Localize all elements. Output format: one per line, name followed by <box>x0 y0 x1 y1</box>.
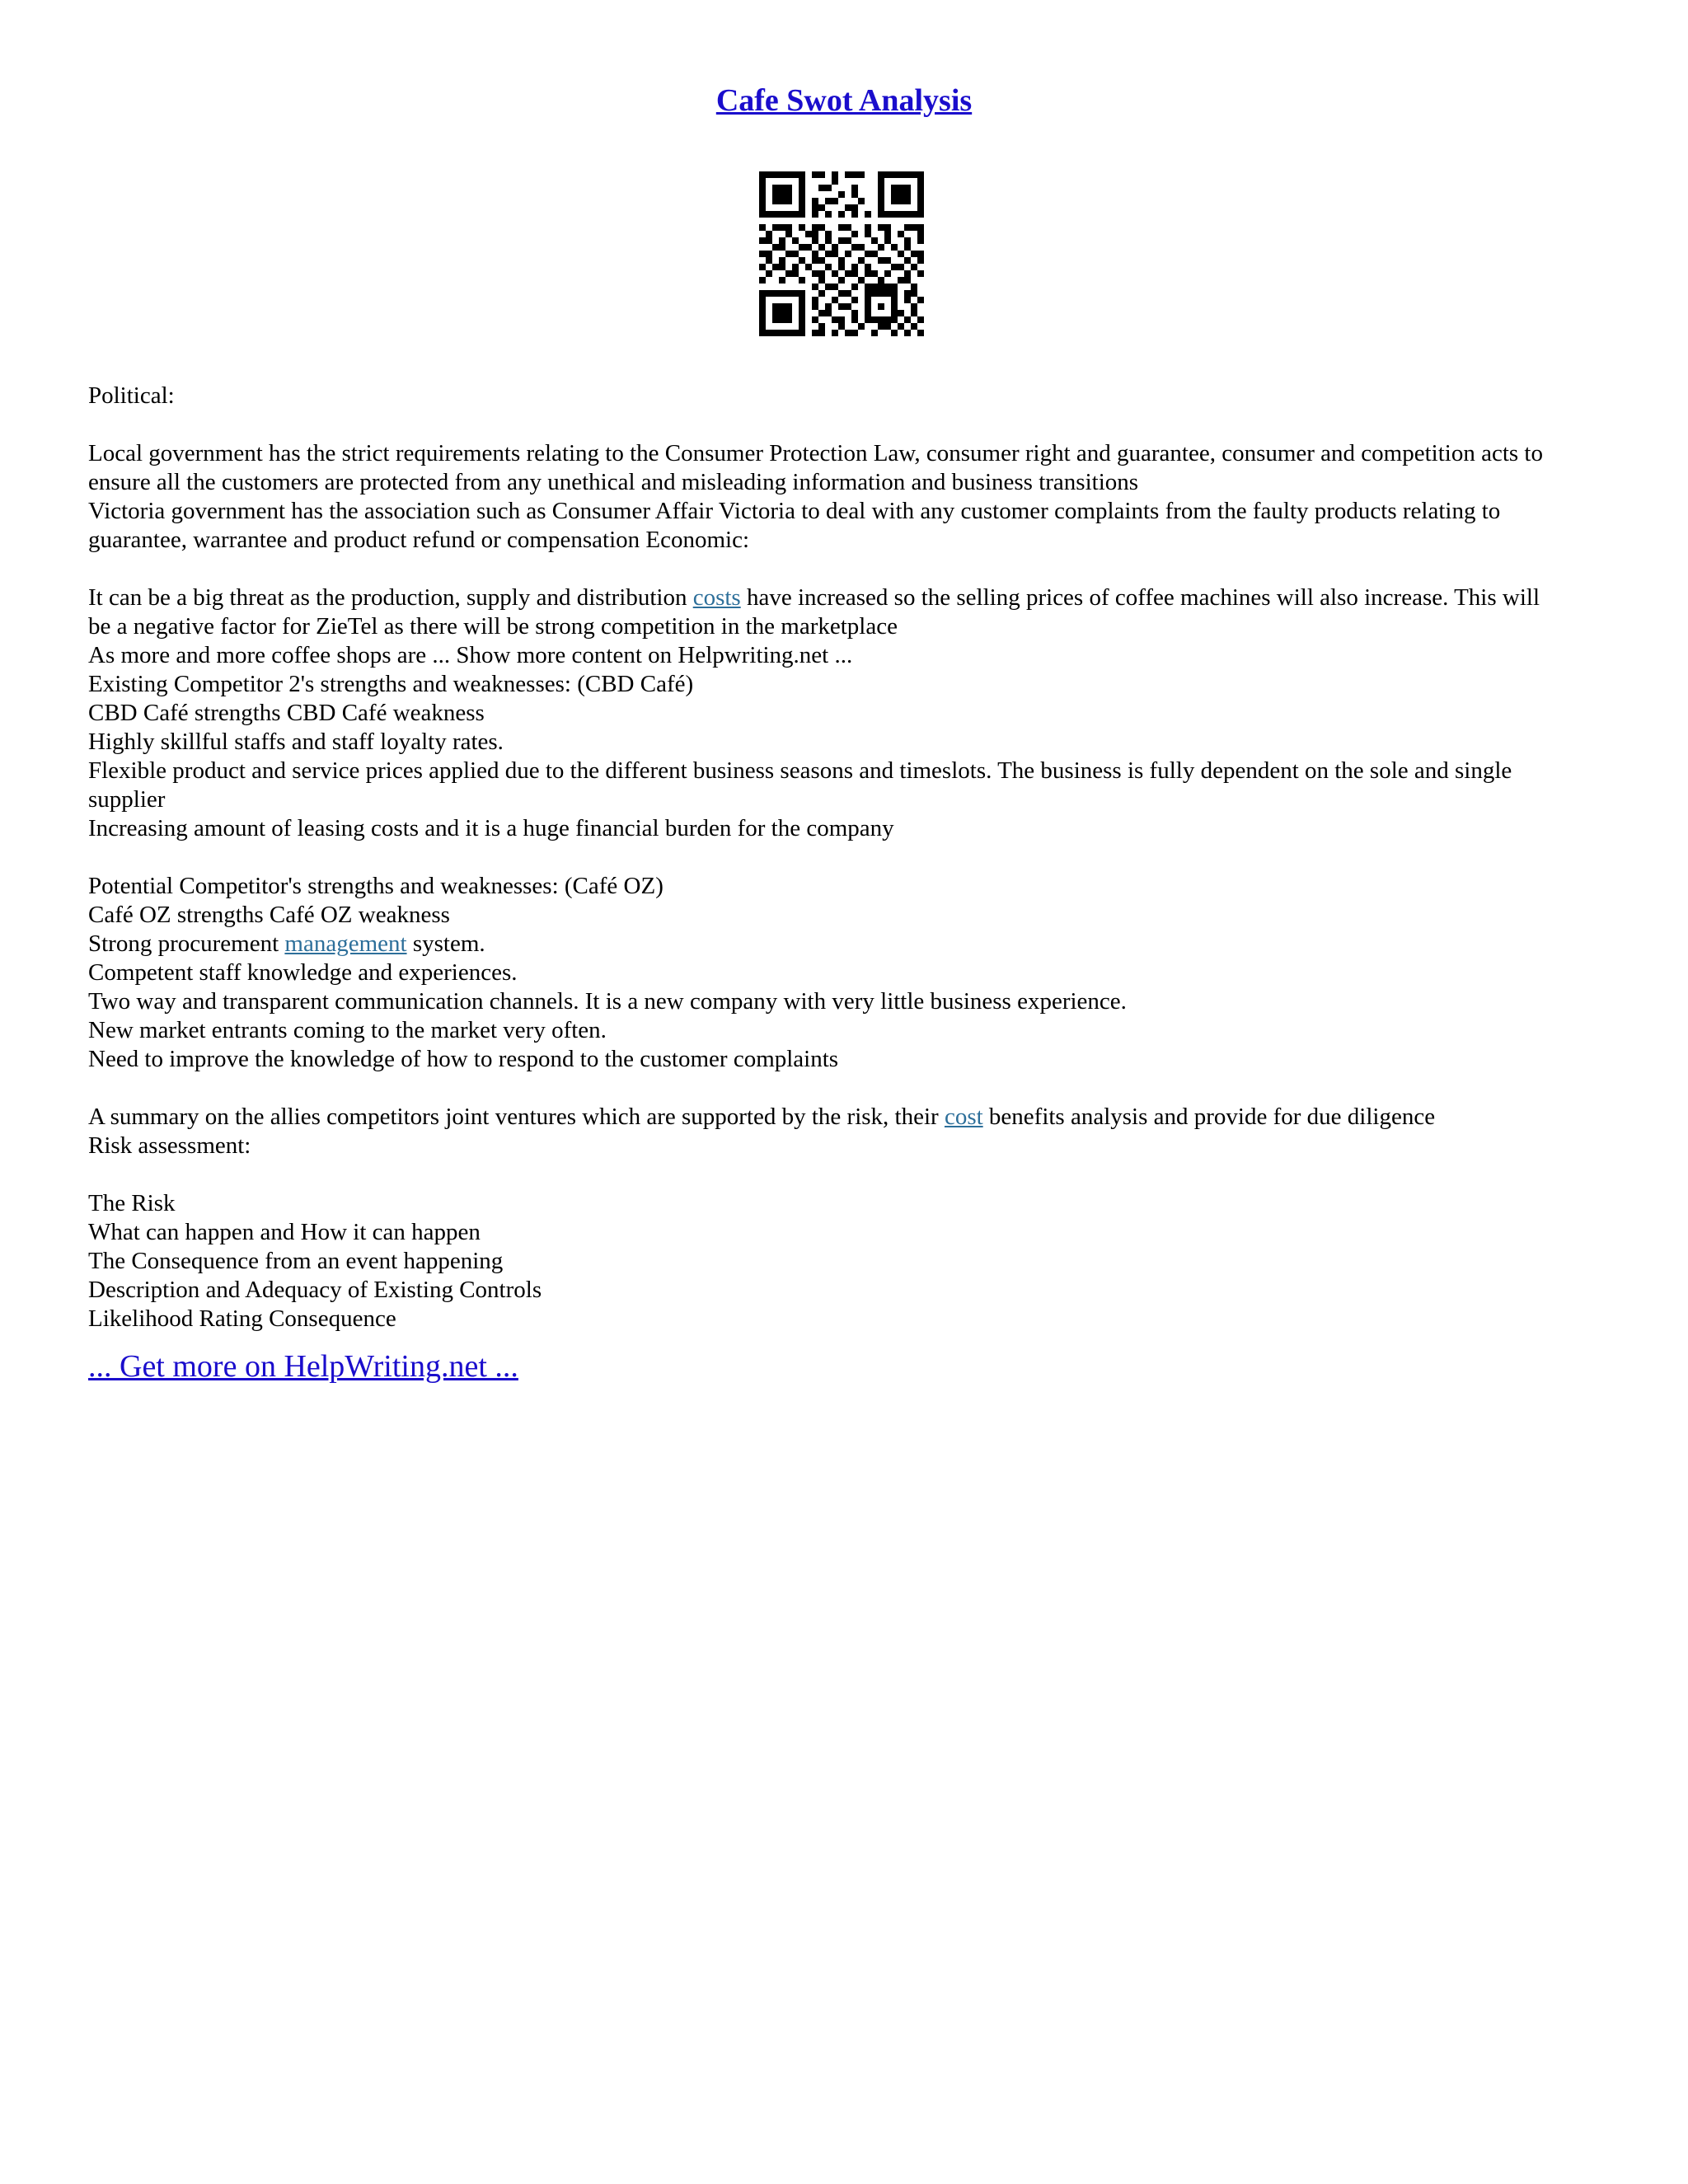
text-line: Existing Competitor 2's strengths and weaknesses: (CBD Café) <box>88 671 694 697</box>
text-line: Increasing amount of leasing costs and it is a huge financial burden for the company <box>88 815 894 841</box>
text-line <box>88 930 1605 958</box>
text-line: Café OZ strengths Café OZ weakness <box>88 902 450 928</box>
cost-link[interactable]: cost <box>944 1104 983 1130</box>
text-line: Likelihood Rating Consequence <box>88 1305 396 1332</box>
text-segment: have increased so the selling prices of coffee machines will also increase. This will <box>740 584 1540 611</box>
management-link[interactable]: management <box>284 930 407 957</box>
qr-code-icon <box>759 171 924 336</box>
text-line: Two way and transparent communication channels. It is a new company with very little business experience. <box>88 988 1127 1015</box>
title-container <box>0 82 1688 120</box>
text-line: What can happen and How it can happen <box>88 1219 481 1245</box>
text-line: Risk assessment: <box>88 1132 251 1159</box>
text-line: Victoria government has the association such as Consumer Affair Victoria to deal with any customer complaints from the faulty products relating to <box>88 498 1501 524</box>
text-line <box>88 1103 1605 1132</box>
text-line: The Consequence from an event happening <box>88 1248 504 1274</box>
text-line: As more and more coffee shops are ... Show more content on Helpwriting.net ... <box>88 642 853 668</box>
text-line: Local government has the strict requirements relating to the Consumer Protection Law, consumer right and guarantee, consumer and competition acts to <box>88 440 1543 466</box>
document-body <box>88 382 1605 1386</box>
section-heading-political: Political: <box>88 382 175 409</box>
text-segment: A summary on the allies competitors joint ventures which are supported by the risk, their <box>88 1104 945 1130</box>
text-line: Potential Competitor's strengths and weaknesses: (Café OZ) <box>88 873 663 899</box>
paragraph-gap <box>88 410 1605 439</box>
get-more-link[interactable]: ... Get more on HelpWriting.net ... <box>88 1349 518 1384</box>
text-line: ensure all the customers are protected from any unethical and misleading information and business transitions <box>88 469 1139 495</box>
text-line: Competent staff knowledge and experiences. <box>88 959 518 986</box>
text-segment: system. <box>406 930 485 957</box>
text-line: CBD Café strengths CBD Café weakness <box>88 700 485 726</box>
paragraph-gap <box>88 555 1605 583</box>
text-segment: It can be a big threat as the production, supply and distribution <box>88 584 693 611</box>
paragraph-gap <box>88 1160 1605 1189</box>
paragraph-gap <box>88 1074 1605 1103</box>
text-segment: benefits analysis and provide for due diligence <box>982 1104 1436 1130</box>
text-line: Flexible product and service prices applied due to the different business seasons and timeslots. The business is fully dependent on the sole and single <box>88 757 1512 784</box>
text-line: Highly skillful staffs and staff loyalty rates. <box>88 729 504 755</box>
text-line: Description and Adequacy of Existing Controls <box>88 1277 542 1303</box>
text-line: guarantee, warrantee and product refund or compensation Economic: <box>88 527 750 553</box>
text-line: New market entrants coming to the market very often. <box>88 1017 607 1043</box>
text-line: be a negative factor for ZieTel as there will be strong competition in the marketplace <box>88 613 898 640</box>
text-line: The Risk <box>88 1190 176 1216</box>
text-line <box>88 583 1605 612</box>
page-title-link[interactable]: Cafe Swot Analysis <box>715 83 973 118</box>
paragraph-gap <box>88 843 1605 872</box>
text-segment: Strong procurement <box>88 930 285 957</box>
text-line: supplier <box>88 786 166 813</box>
text-line: Need to improve the knowledge of how to respond to the customer complaints <box>88 1046 839 1072</box>
costs-link[interactable]: costs <box>692 584 741 611</box>
